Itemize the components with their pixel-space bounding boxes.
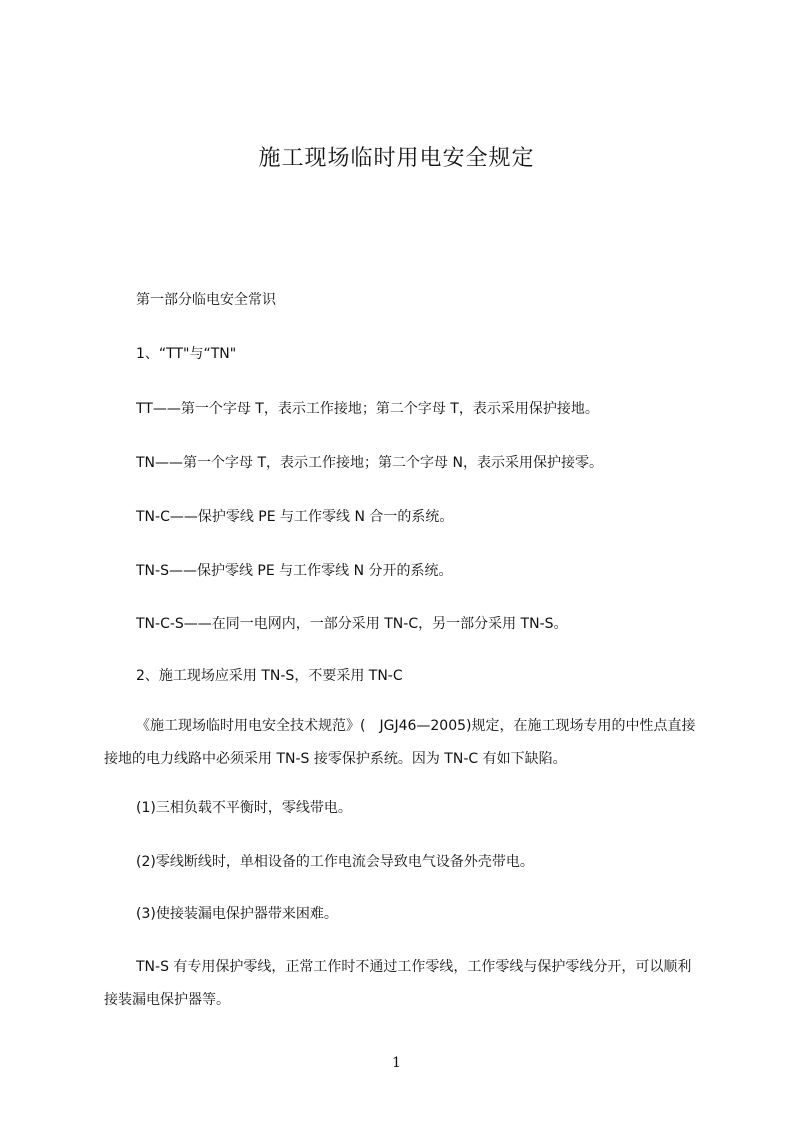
subheading-use-tn-s: 2、施工现场应采用 TN-S，不要采用 TN-C (136, 668, 403, 684)
defect-item-3: (3)使接装漏电保护器带来困难。 (136, 906, 338, 922)
definition-tt: TT——第一个字母 T，表示工作接地；第二个字母 T，表示采用保护接地。 (136, 401, 599, 417)
definition-tn-c: TN-C——保护零线 PE 与工作零线 N 合一的系统。 (136, 509, 454, 525)
paragraph-tn-s: TN-S 有专用保护零线，正常工作时不通过工作零线，工作零线与保护零线分开，可以顺利接装漏电保护器等。 (104, 959, 692, 1008)
definition-tn-s: TN-S——保护零线 PE 与工作零线 N 分开的系统。 (136, 563, 453, 579)
paragraph-standard: 《施工现场临时用电安全技术规范》( JGJ46—2005)规定，在施工现场专用的中性点直接接地的电力线路中必须采用 TN-S 接零保护系统。因为 TN-C 有如下缺陷。 (104, 718, 696, 767)
page-number: 1 (392, 1055, 401, 1071)
defect-item-1: (1)三相负载不平衡时，零线带电。 (136, 800, 352, 816)
definition-tn-c-s: TN-C-S——在同一电网内，一部分采用 TN-C，另一部分采用 TN-S。 (136, 616, 568, 632)
definition-tn: TN——第一个字母 T，表示工作接地；第二个字母 N，表示采用保护接零。 (136, 455, 603, 471)
subheading-tt-tn: 1、“TT"与“TN" (136, 346, 237, 362)
section-heading: 第一部分临电安全常识 (136, 292, 276, 308)
defect-item-2: (2)零线断线时，单相设备的工作电流会导致电气设备外壳带电。 (136, 854, 534, 870)
document-title: 施工现场临时用电安全规定 (258, 146, 535, 171)
